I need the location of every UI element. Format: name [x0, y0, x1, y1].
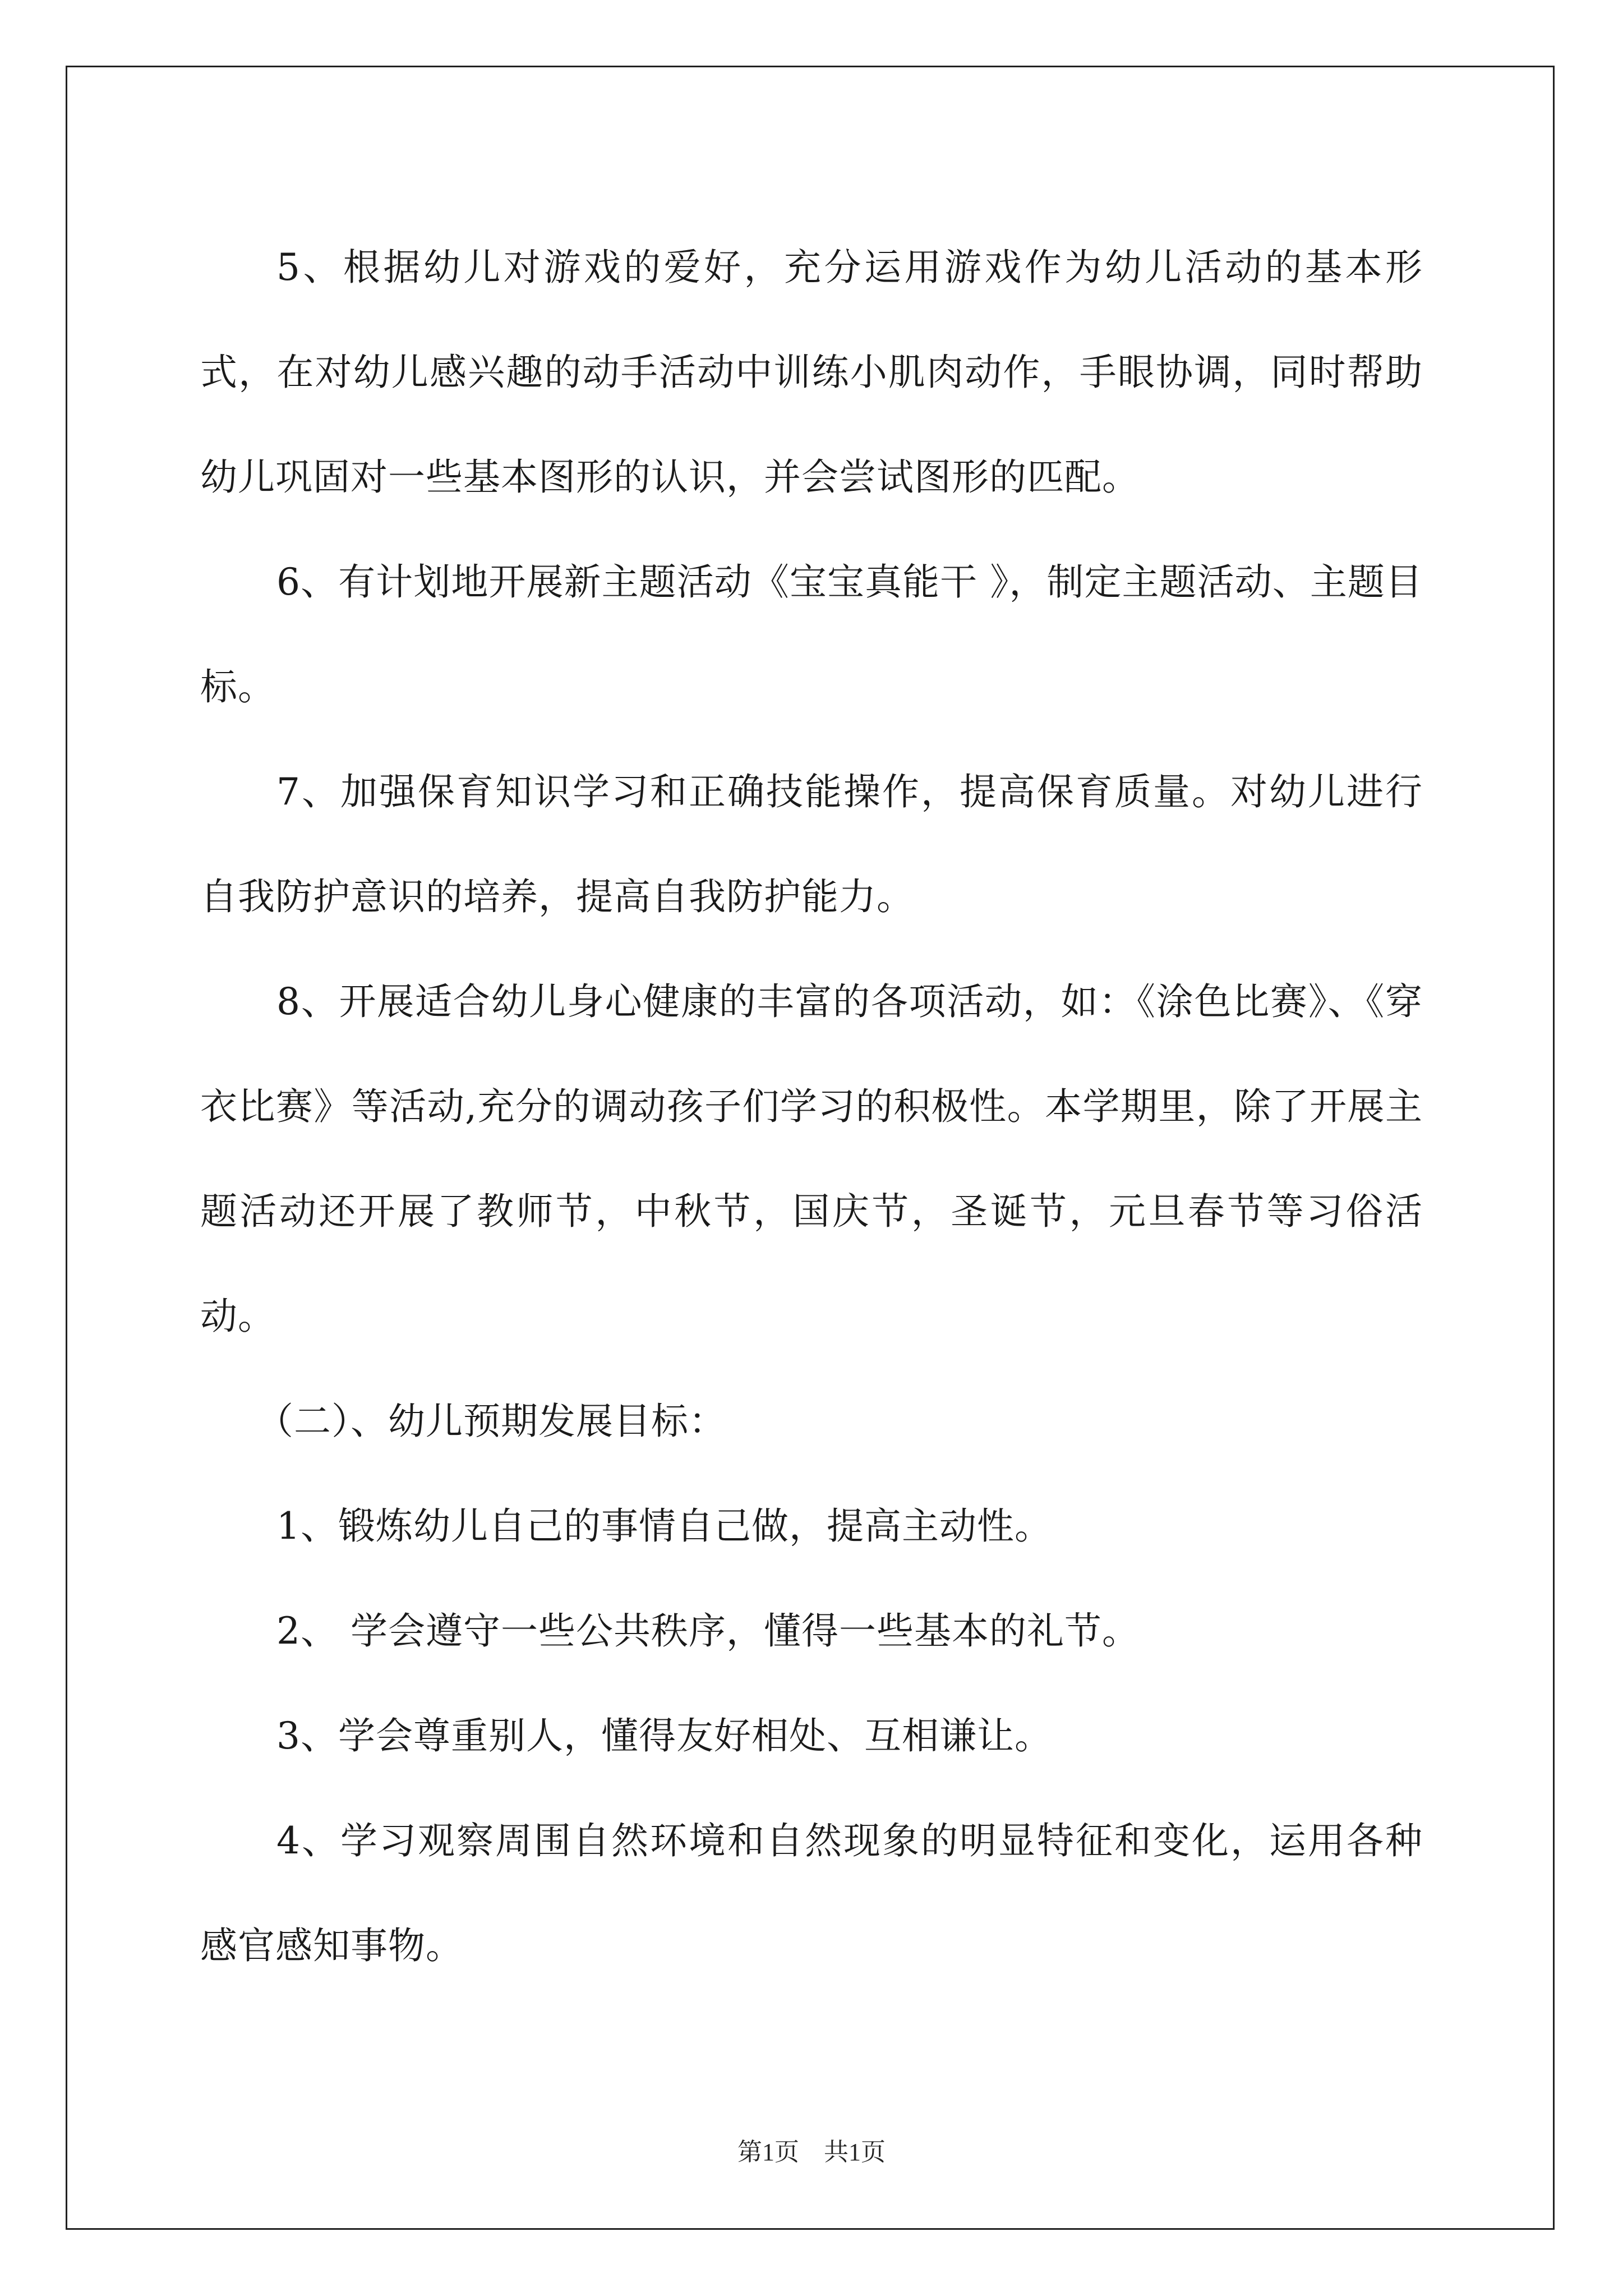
goal-item-2: 2、 学会遵守一些公共秩序，懂得一些基本的礼节。	[276, 1609, 1140, 1653]
paragraph-item-6: 6、有计划地开展新主题活动《宝宝真能干 》，制定主题活动、主题目标。	[200, 560, 1423, 708]
goal-item-1: 1、锻炼幼儿自己的事情自己做，提高主动性。	[276, 1504, 1052, 1548]
page-number: 第1页 共1页	[737, 2138, 886, 2166]
goal-item-3: 3、学会尊重别人，懂得友好相处、互相谦让。	[276, 1714, 1052, 1757]
paragraph-item-8: 8、开展适合幼儿身心健康的丰富的各项活动，如：《涂色比赛》、《穿衣比赛》等活动,充分的调动孩子们学习的积极性。本学期里，除了开展主题活动还开展了教师节，中秋节，国庆节，圣诞节，元旦春节等习俗活动。	[200, 980, 1423, 1338]
section-heading: （二）、幼儿预期发展目标：	[256, 1400, 726, 1443]
paragraph-item-7: 7、加强保育知识学习和正确技能操作，提高保育质量。对幼儿进行自我防护意识的培养，提高自我防护能力。	[200, 770, 1423, 918]
paragraph-item-5: 5、根据幼儿对游戏的爱好，充分运用游戏作为幼儿活动的基本形式，在对幼儿感兴趣的动手活动中训练小肌肉动作，手眼协调，同时帮助幼儿巩固对一些基本图形的认识，并会尝试图形的匹配。	[200, 246, 1423, 499]
goal-item-4: 4、学习观察周围自然环境和自然现象的明显特征和变化，运用各种感官感知事物。	[200, 1819, 1423, 1967]
document-body	[200, 215, 1423, 1998]
